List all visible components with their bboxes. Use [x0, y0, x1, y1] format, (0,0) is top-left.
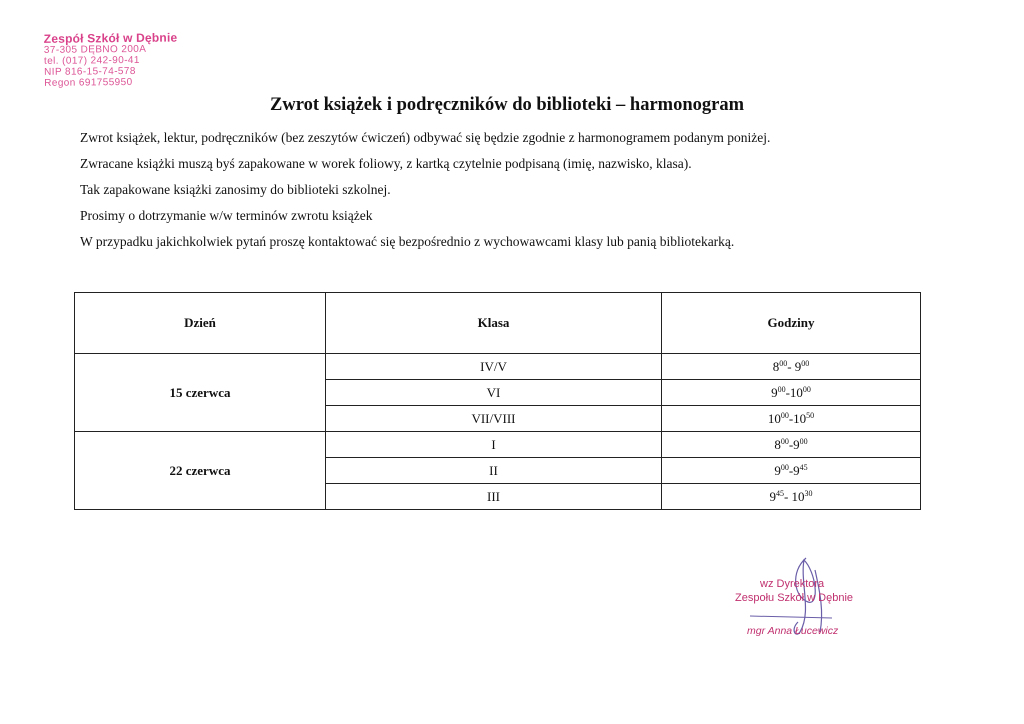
- minute-to: 50: [806, 410, 815, 420]
- header-hours: Godziny: [662, 293, 921, 354]
- minute-from: 00: [780, 462, 789, 472]
- schedule-body: [75, 354, 921, 510]
- schedule-table: [74, 292, 921, 510]
- hour-from: 10: [767, 410, 781, 426]
- document-title: Zwrot książek i podręczników do biblioteki – harmonogram: [270, 95, 744, 115]
- stamp-phone: tel. (017) 242-90-41: [43, 54, 140, 67]
- hour-to: 10: [793, 410, 807, 426]
- hour-to: 9: [793, 462, 800, 478]
- stamp-address: 37-305 DĘBNO 200A: [43, 43, 147, 56]
- hours-cell: [662, 432, 921, 458]
- class-cell: VI: [326, 380, 662, 406]
- hour-from: 9: [769, 488, 776, 504]
- stamp-school-name: Zespół Szkół w Dębnie: [43, 30, 178, 46]
- intro-paragraph: Zwracane książki muszą byś zapakowane w worek foliowy, z kartką czytelnie podpisaną (imię, nazwisko, klasa).: [80, 156, 692, 171]
- header-day: Dzień: [75, 293, 326, 354]
- intro-paragraph: W przypadku jakichkolwiek pytań proszę kontaktować się bezpośrednio z wychowawcami klasy lub panią bibliotekarką.: [80, 234, 735, 249]
- class-cell: I: [326, 432, 662, 458]
- school-stamp: [44, 32, 215, 89]
- hour-to: 10: [791, 488, 805, 504]
- hour-to: 10: [789, 384, 803, 400]
- hours-cell: [662, 458, 921, 484]
- class-cell: II: [326, 458, 662, 484]
- table-header-row: [75, 293, 921, 354]
- minute-from: 45: [775, 488, 784, 498]
- minute-from: 00: [780, 436, 789, 446]
- table-row: [75, 432, 921, 458]
- hour-to: 9: [793, 436, 800, 452]
- time-separator: -: [788, 436, 794, 452]
- minute-to: 30: [804, 488, 813, 498]
- signature-institution: Zespołu Szkół w Dębnie: [735, 592, 854, 604]
- minute-to: 00: [799, 436, 808, 446]
- hour-from: 9: [771, 384, 778, 400]
- class-cell: III: [326, 484, 662, 510]
- hours-cell: [662, 354, 921, 380]
- minute-to: 00: [802, 384, 811, 394]
- day-cell: 15 czerwca: [75, 354, 326, 432]
- hours-cell: [662, 380, 921, 406]
- time-separator: -: [788, 462, 794, 478]
- signature-role: wz Dyrektora: [760, 578, 825, 590]
- hour-from: 8: [772, 358, 780, 374]
- header-class: Klasa: [326, 293, 662, 354]
- stamp-regon: Regon 691755950: [44, 76, 133, 89]
- hours-cell: [662, 406, 921, 432]
- time-separator: -: [785, 384, 790, 400]
- minute-from: 00: [777, 384, 786, 394]
- intro-paragraph: Tak zapakowane książki zanosimy do biblioteki szkolnej.: [80, 182, 391, 197]
- intro-paragraph: Zwrot książek, lektur, podręczników (bez zeszytów ćwiczeń) odbywać się będzie zgodnie z harmonogramem podanym poniżej.: [80, 130, 771, 145]
- hour-to: 9: [794, 358, 802, 374]
- table-row: [75, 354, 921, 380]
- intro-text: [80, 130, 860, 260]
- time-separator: -: [787, 358, 795, 374]
- minute-to: 00: [801, 358, 810, 368]
- minute-to: 45: [799, 462, 808, 472]
- time-separator: -: [788, 410, 794, 426]
- hour-from: 8: [774, 436, 781, 452]
- signature-name: mgr Anna Łucewicz: [747, 625, 839, 637]
- intro-paragraph: Prosimy o dotrzymanie w/w terminów zwrotu książek: [80, 208, 373, 223]
- time-separator: -: [783, 488, 792, 504]
- signature-block: [720, 552, 920, 652]
- minute-from: 00: [780, 410, 789, 420]
- minute-from: 00: [779, 358, 788, 368]
- day-cell: 22 czerwca: [75, 432, 326, 510]
- hours-cell: [662, 484, 921, 510]
- class-cell: VII/VIII: [326, 406, 662, 432]
- stamp-nip: NIP 816-15-74-578: [44, 65, 136, 78]
- hour-from: 9: [774, 462, 781, 478]
- class-cell: IV/V: [326, 354, 662, 380]
